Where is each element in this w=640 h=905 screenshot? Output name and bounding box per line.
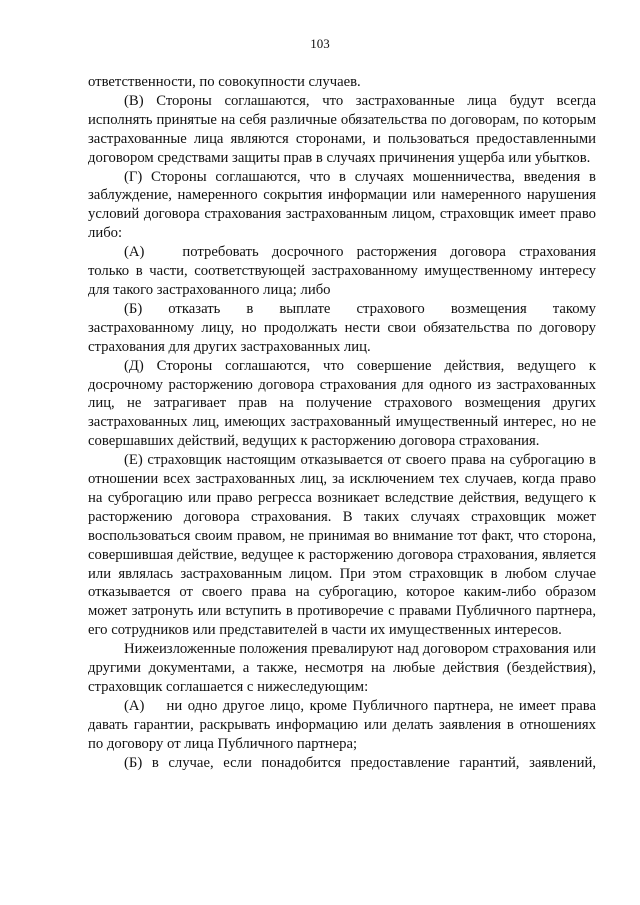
paragraph-e: (Е) страховщик настоящим отказывается от своего права на суброгацию в отношении всех застрахованных лиц, за исключением тех случаев, когда право на суброгацию или право регресса возникает вследствие действия, ведущего к расторжению договора страхования. В таких случаях страховщик может воспользоваться своим правом, не принимая во внимание тот факт, что сторона, совершившая действие, ведущее к расторжению договора страхования, является или являлась застрахованным лицом. При этом страховщик в любом случае отказывается от своего права на суброгацию, которое каким-либо образом может затронуть или вступить в противоречие с правами Публичного партнера, его сотрудников или представителей в части их имущественных интересов. <box>88 452 596 639</box>
list-label: (Б) <box>124 300 143 317</box>
page-number: 103 <box>310 36 330 51</box>
paragraph-provisions-a: (А) ни одно другое лицо, кроме Публичного партнера, не имеет права давать гарантии, раскрывать информацию или делать заявления в отношениях по договору от лица Публичного партнера; <box>88 697 600 752</box>
paragraph-provisions: Нижеизложенные положения превалируют над договором страхования или другими документами, а также, несмотря на любые действия (бездействия), страховщик соглашается с нижеследующим: <box>88 641 596 695</box>
word: отказать <box>168 300 221 317</box>
list-text: потребовать досрочного расторжения договора страхования <box>182 244 596 261</box>
list-label: (А) <box>124 244 145 261</box>
paragraph-g-a-rest: только в части, соответствующей застрахованному имущественному интересу для такого застрахованного лица; либо <box>88 263 596 298</box>
paragraph-g-b-rest: застрахованному лицу, но продолжать нести свои обязательства по договору страхования для других застрахованных лиц. <box>88 319 596 355</box>
paragraph-g: (Г) Стороны соглашаются, что в случаях мошенничества, введения в заблуждение, намеренного сокрытия информации или намеренного нарушения условий договора страхования застрахованным лицом, страховщик имеет право либо: <box>88 168 596 242</box>
paragraph-g-a-first-line <box>88 243 596 262</box>
paragraph-continuation: ответственности, по совокупности случаев. <box>88 74 361 90</box>
word: возмещения <box>450 300 527 317</box>
paragraph-g-b-first-line <box>88 300 596 319</box>
paragraph-d: (Д) Стороны соглашаются, что совершение действия, ведущего к досрочному расторжению договора страхования для одного из застрахованных лиц, не затрагивает прав на получение страхового возмещения других застрахованных лиц, имеющих застрахованный имущественный интерес, но не совершавших действий, ведущих к расторжению договора страхования. <box>88 357 596 450</box>
paragraph-v: (В) Стороны соглашаются, что застрахованные лица будут всегда исполнять принятые на себя различные обязательства по договорам, по которым застрахованные лица являются сторонами, и пользоваться предоставленными договором средствами защиты прав в случаях причинения ущерба или убытков. <box>88 92 596 166</box>
word: страхового <box>356 300 425 317</box>
document-body <box>88 73 600 773</box>
word: такому <box>552 300 596 317</box>
paragraph-provisions-b: (Б) в случае, если понадобится предоставление гарантий, заявлений, <box>124 754 596 771</box>
word: в <box>246 300 254 317</box>
word: выплате <box>279 300 331 317</box>
